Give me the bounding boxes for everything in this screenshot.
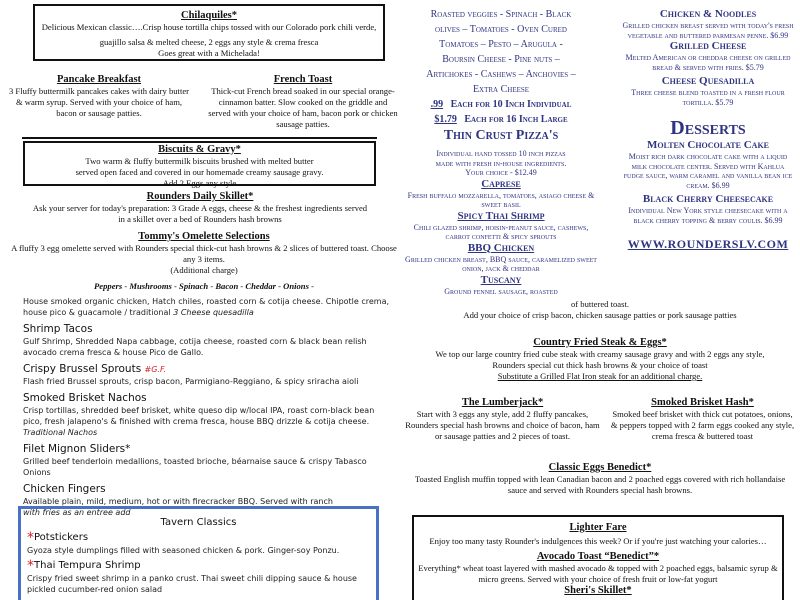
lighter-fare-intro: Enjoy too many tasty Rounder's indulgences this week? Or if you're just watching your calories… <box>429 536 767 546</box>
price-line <box>405 112 597 127</box>
breakfast-right <box>405 299 795 496</box>
omelette-title: Tommy's Omelette Selections <box>138 231 270 242</box>
item-desc: Fresh buffalo mozzarella, tomatoes, asiago cheese & sweet basil <box>407 190 595 209</box>
thin-crust-desc: Individual hand tossed 10 inch pizzas <box>436 149 566 158</box>
topping-line: Tomatoes – Pesto – Arugula - <box>439 39 563 50</box>
item-name: Shrimp Tacos <box>23 323 93 335</box>
omelette-item <box>8 231 400 292</box>
menu-item <box>622 75 794 107</box>
skillet-title: Rounders Daily Skillet* <box>146 191 254 202</box>
item-desc: Flash fried Brussel sprouts, crisp bacon, Parmigiano-Reggiano, & spicy sriracha aioli <box>23 377 359 386</box>
pancake-item <box>6 74 192 119</box>
pizza-item <box>405 274 597 297</box>
item-desc: Smoked beef brisket with thick cut potatoes, onions, & peppers topped with 2 farm eggs cooked any style, crema fresca & buttered toast <box>610 409 795 441</box>
pizza-column <box>405 0 597 300</box>
topping-line: Extra Cheese <box>472 84 530 95</box>
item-desc: Moist rich dark chocolate cake with a liquid milk chocolate center. Served with Kahlua fudge sauce, warm caramel and vanilla bean ice cream. $6.99 <box>623 152 793 190</box>
item-desc: Melted American or cheddar cheese on grilled bread & served with fries. $5.79 <box>625 53 791 72</box>
biscuits-note: Add 2 Eggs any style <box>162 178 237 188</box>
topping-line: Roasted veggies - Spinach - Black <box>430 9 572 20</box>
french-toast-title: French Toast <box>273 74 333 85</box>
menu-item <box>23 392 395 438</box>
divider <box>22 137 377 139</box>
menu-item <box>23 363 395 387</box>
chilaquiles-title: Chilaquiles* <box>180 10 238 21</box>
pizza-item <box>405 242 597 274</box>
topping-line: olives – Tomatoes - Oven Cured <box>435 24 567 35</box>
item-name: Grilled Cheese <box>669 40 747 52</box>
item-desc: Add your choice of crisp bacon, chicken sausage patties or pork sausage patties <box>463 310 737 320</box>
lighter-fare-box <box>412 515 784 600</box>
menu-item <box>23 323 395 358</box>
item-desc: Crisp tortillas, shredded beef brisket, white queso dip w/local IPA, roast corn-black bean pico, fresh jalapeno's & finished with crema fresca, house BBQ drizzle & cotija cheese. <box>23 406 375 426</box>
item-desc: We top our large country fried cube steak with creamy sausage gravy and with 2 eggs any style, <box>435 349 765 359</box>
chilaquiles-box <box>33 4 385 61</box>
item-desc: of buttered toast. <box>571 299 629 309</box>
item-title: Smoked Brisket Hash* <box>651 397 754 408</box>
item-desc: Rounders special cut thick hash browns & your choice of toast <box>492 360 708 370</box>
item-desc: Grilled chicken breast, BBQ sauce, caramelized sweet onion, jack & cheddar <box>405 254 597 273</box>
item-desc: Gulf Shrimp, Shredded Napa cabbage, cotija cheese, roasted corn & black bean relish avocado crema fresca & house Pico de Gallo. <box>23 337 367 357</box>
item-name: Black Cherry Cheesecake <box>642 193 774 205</box>
price-line <box>405 97 597 112</box>
item-name: Spicy Thai Shrimp <box>457 209 545 222</box>
tavern-classics-box <box>18 506 379 600</box>
item-name: Caprese <box>481 177 521 190</box>
biscuits-box <box>23 141 376 186</box>
menu-item <box>27 559 370 595</box>
star-icon: * <box>27 530 34 546</box>
omelette-items: Peppers - Mushrooms - Spinach - Bacon - Cheddar - Onions - <box>94 281 314 291</box>
item-name: Cheese Quesadilla <box>661 75 755 87</box>
item-desc: Crispy fried sweet shrimp in a panko crust. Thai sweet chili dipping sauce & house pickled cucumber-red onion salad <box>27 574 357 594</box>
item-desc: Individual New York style cheesecake with a black cherry topping & berry coulis. $6.99 <box>628 206 788 225</box>
menu-item <box>27 531 370 556</box>
topping-line: Artichokes - Cashews – Anchovies – <box>426 69 576 80</box>
item-desc: Grilled chicken breast served with today's fresh vegetable and buttered parmesan penne. $6.99 <box>622 21 794 40</box>
item-title: Country Fried Steak & Eggs* <box>533 337 667 348</box>
quesadilla-desc: House smoked organic chicken, Hatch chiles, roasted corn & cotija cheese. Chipotle crema, house pico & guacamole / traditional <box>23 297 390 317</box>
desserts-title: Desserts <box>670 117 746 139</box>
item-name: Filet Mignon Sliders* <box>23 443 131 455</box>
star-icon: * <box>27 558 34 574</box>
item-name: Smoked Brisket Nachos <box>23 392 147 404</box>
appetizer-list <box>23 296 395 518</box>
item-desc: Toasted English muffin topped with lean Canadian bacon and 2 poached eggs covered with rich hollandaise sauce and served with Rounders special hash browns. <box>414 474 786 495</box>
menu-item <box>622 139 794 190</box>
thin-crust-desc: made with fresh in-house ingredients. <box>435 158 567 168</box>
lumberjack-item <box>405 397 600 442</box>
item-note: with fries as an entree add <box>23 508 131 517</box>
item-note: Traditional Nachos <box>23 428 98 437</box>
tavern-title: Tavern Classics <box>160 517 237 528</box>
menu-item <box>622 40 794 72</box>
item-desc: Ground fennel sausage, roasted <box>444 286 558 296</box>
pizza-item <box>405 178 597 210</box>
lighter-fare-title: Lighter Fare <box>569 522 627 533</box>
pancake-title: Pancake Breakfast <box>56 74 142 85</box>
pancake-desc: 3 Fluffy buttermilk pancakes cakes with dairy butter & warm syrup. Served with your choice of ham, bacon or sausage patties. <box>8 86 190 118</box>
item-name: BBQ Chicken <box>467 241 535 254</box>
price-label: Each for 16 Inch Large <box>464 114 568 125</box>
thin-crust-title: Thin Crust Pizza's <box>443 128 559 143</box>
benedict-item <box>405 462 795 496</box>
item-name: Molten Chocolate Cake <box>646 139 770 151</box>
chilaquiles-note: Goes great with a Michelada! <box>158 48 260 58</box>
omelette-desc: A fluffy 3 egg omelette served with Rounders special thick-cut hash browns & 2 slices of buttered toast. Choose any 3 items. <box>11 243 397 264</box>
item-name: Thai Tempura Shrimp <box>34 560 141 571</box>
item-title: Sheri's Skillet* <box>564 585 632 596</box>
item-name: Crispy Brussel Sprouts <box>23 363 142 375</box>
french-toast-item <box>208 74 398 130</box>
biscuits-title: Biscuits & Gravy* <box>158 144 241 155</box>
biscuits-desc: served open faced and covered in our homemade creamy sausage gravy. <box>75 167 324 177</box>
skillet-item <box>30 191 370 225</box>
skillet-desc: Ask your server for today's preparation: 3 Grade A eggs, cheese & the freshest ingredients served in a skillet over a bed of Rounders hash browns <box>32 203 368 224</box>
kids-desserts-column <box>622 8 794 252</box>
biscuits-desc: Two warm & fluffy buttermilk biscuits brushed with melted butter <box>85 156 314 166</box>
item-desc: Chili glazed shrimp, hoisin-peanut sauce, cashews, carrot confetti & spicy sprouts <box>413 222 589 241</box>
item-desc: Available plain, mild, medium, hot or with firecracker BBQ. Served with ranch <box>23 497 333 506</box>
item-desc: Start with 3 eggs any style, add 2 fluffy pancakes, Rounders special hash browns and choice of bacon, ham or sausage patties and 2 pieces of toast. <box>405 409 600 441</box>
pizza-item <box>405 210 597 242</box>
gluten-free-badge: #G.F. <box>144 365 167 374</box>
thin-crust-price: Your choice - $12.49 <box>465 168 537 177</box>
item-note: Substitute a Grilled Flat Iron steak for an additional charge. <box>497 371 703 381</box>
item-title: Avocado Toast “Benedict”* <box>536 551 660 562</box>
item-name: Chicken & Noodles <box>659 8 757 20</box>
french-toast-desc: Thick-cut French bread soaked in our special orange-cinnamon batter. Slow cooked on the griddle and served with your choice of ham, bacon pork or chicken sausage patties. <box>208 86 398 129</box>
item-desc: Everything* wheat toast layered with mashed avocado & topped with 2 poached eggs, balsamic syrup & micro greens. Served with your choice of fresh fruit or low-fat yogurt <box>418 563 778 584</box>
menu-item <box>622 8 794 40</box>
menu-item <box>23 443 395 478</box>
item-desc: Grilled beef tenderloin medallions, toasted brioche, béarnaise sauce & crispy Tabasco Onions <box>23 457 367 477</box>
brisket-hash-item <box>610 397 795 442</box>
item-desc: Gyoza style dumplings filled with seasoned chicken & pork. Ginger-soy Ponzu. <box>27 546 340 555</box>
price: .99 <box>430 99 444 110</box>
item-name: Tuscany <box>480 273 522 286</box>
item-desc: Three cheese blend toasted in a fresh flour tortilla. $5.79 <box>631 88 785 107</box>
topping-line: Boursin Cheese - Pine nuts – <box>442 54 560 65</box>
quesadilla-alt: 3 Cheese quesadilla <box>173 308 254 317</box>
omelette-note: (Additional charge) <box>170 265 238 275</box>
menu-item <box>622 193 794 225</box>
item-name: Chicken Fingers <box>23 483 106 495</box>
chilaquiles-desc: guajillo salsa & melted cheese, 2 eggs any style & crema fresca <box>99 37 319 47</box>
item-title: Classic Eggs Benedict* <box>548 462 652 473</box>
website-link[interactable]: WWW.ROUNDERSLV.COM <box>627 237 789 251</box>
price: $1.79 <box>434 114 457 125</box>
item-title: The Lumberjack* <box>461 397 544 408</box>
country-fried-item <box>405 337 795 382</box>
price-label: Each for 10 Inch Individual <box>450 99 572 110</box>
item-name: Potstickers <box>34 532 89 543</box>
chilaquiles-desc: Delicious Mexican classic….Crisp house tortilla chips tossed with our Colorado pork chili verde, <box>41 22 377 32</box>
